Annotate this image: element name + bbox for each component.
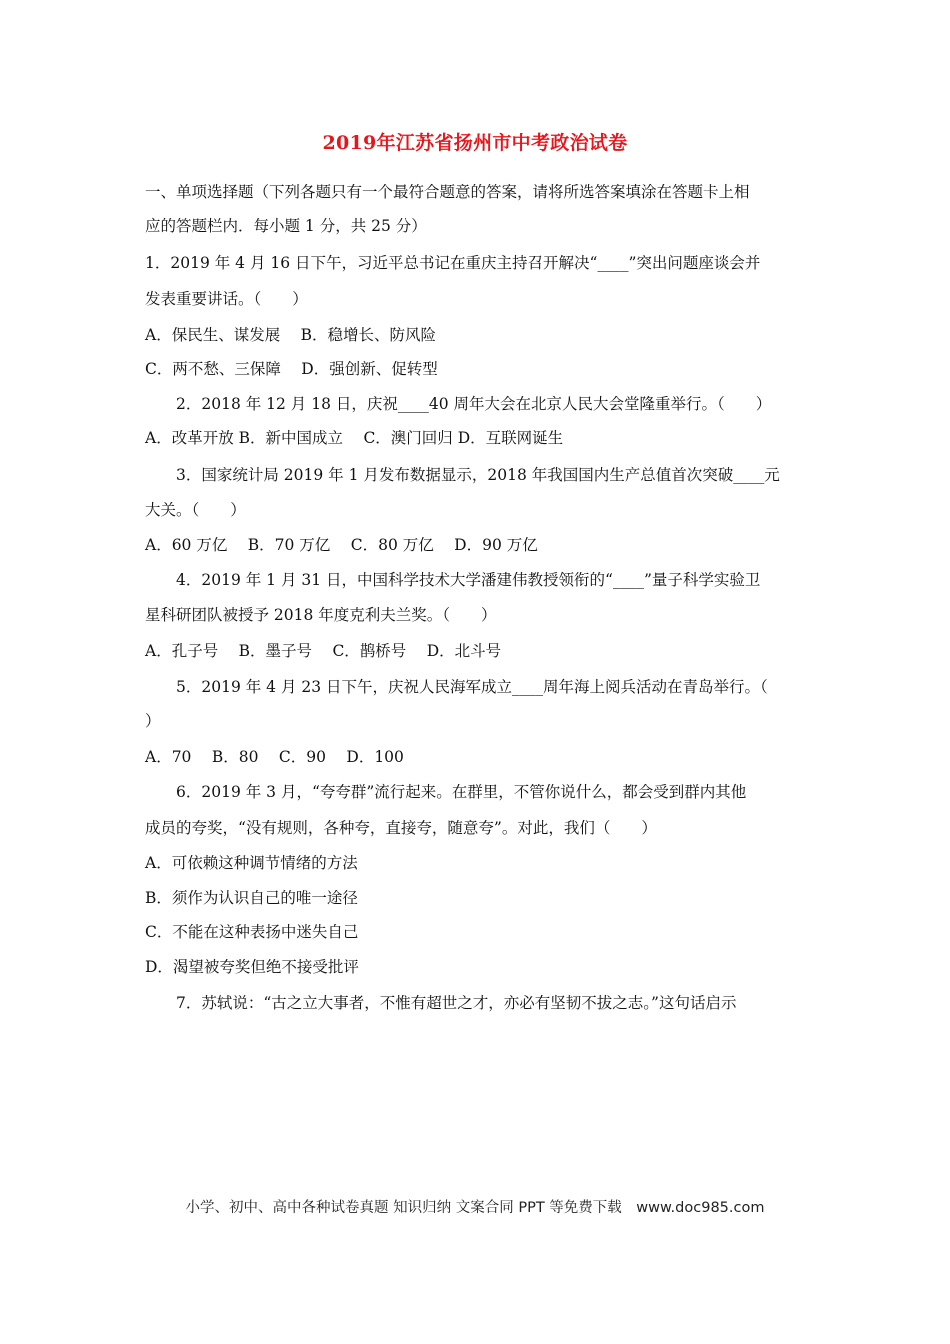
q3-options-line-1: A．60 万亿 B．70 万亿 C．80 万亿 D．90 万亿: [145, 536, 538, 554]
q4-stem-line-2: 星科研团队被授予 2018 年度克利夫兰奖。（ ）: [145, 606, 497, 624]
q6-stem-line-2: 成员的夸奖，“没有规则，各种夸，直接夸，随意夸”。对此，我们（ ）: [145, 819, 657, 837]
q4-options-line-1: A．孔子号 B．墨子号 C．鹊桥号 D．北斗号: [145, 642, 502, 660]
q5-stem-line-1: 5．2019 年 4 月 23 日下午，庆祝人民海军成立____周年海上阅兵活动在青岛举行。（: [176, 678, 768, 696]
q1-stem-line-2: 发表重要讲话。（ ）: [145, 290, 308, 308]
q6-options-line-1: A．可依赖这种调节情绪的方法: [145, 854, 358, 872]
section-heading-line-1: 一、单项选择题（下列各题只有一个最符合题意的答案，请将所选答案填涂在答题卡上相: [145, 183, 750, 201]
q6-stem-line-1: 6．2019 年 3 月，“夸夸群”流行起来。在群里，不管你说什么，都会受到群内其他: [176, 783, 747, 801]
q6-options-line-3: C．不能在这种表扬中迷失自己: [145, 923, 359, 941]
exam-title: 2019年江苏省扬州市中考政治试卷: [322, 132, 628, 154]
q7-stem-line-1: 7．苏轼说：“古之立大事者，不惟有超世之才，亦必有坚韧不拔之志。”这句话启示: [176, 994, 737, 1012]
q1-options-line-1: A．保民生、谋发展 B．稳增长、防风险: [145, 326, 437, 344]
q3-stem-line-1: 3．国家统计局 2019 年 1 月发布数据显示，2018 年我国国内生产总值首次突破____元: [176, 466, 780, 484]
section-heading-line-2: 应的答题栏内．每小题 1 分，共 25 分）: [145, 217, 427, 235]
q2-options-line-1: A．改革开放 B．新中国成立 C．澳门回归 D．互联网诞生: [145, 429, 564, 447]
q6-options-line-2: B．须作为认识自己的唯一途径: [145, 889, 358, 907]
q1-stem-line-1: 1．2019 年 4 月 16 日下午，习近平总书记在重庆主持召开解决“____”突出问题座谈会并: [145, 254, 761, 272]
q5-options-line-1: A．70 B．80 C．90 D．100: [145, 748, 404, 766]
q6-options-line-4: D．渴望被夸奖但绝不接受批评: [145, 958, 359, 976]
q4-stem-line-1: 4．2019 年 1 月 31 日，中国科学技术大学潘建伟教授领衔的“____”量子科学实验卫: [176, 571, 761, 589]
q3-stem-line-2: 大关。（ ）: [145, 501, 246, 519]
q2-stem-line-1: 2．2018 年 12 月 18 日，庆祝____40 周年大会在北京人民大会堂隆重举行。（ ）: [176, 395, 772, 413]
q5-stem-line-2: ）: [145, 712, 161, 730]
footer-ad-text: 小学、初中、高中各种试卷真题 知识归纳 文案合同 PPT 等免费下载 www.doc985.com: [185, 1200, 765, 1216]
q1-options-line-2: C．两不愁、三保障 D．强创新、促转型: [145, 360, 438, 378]
